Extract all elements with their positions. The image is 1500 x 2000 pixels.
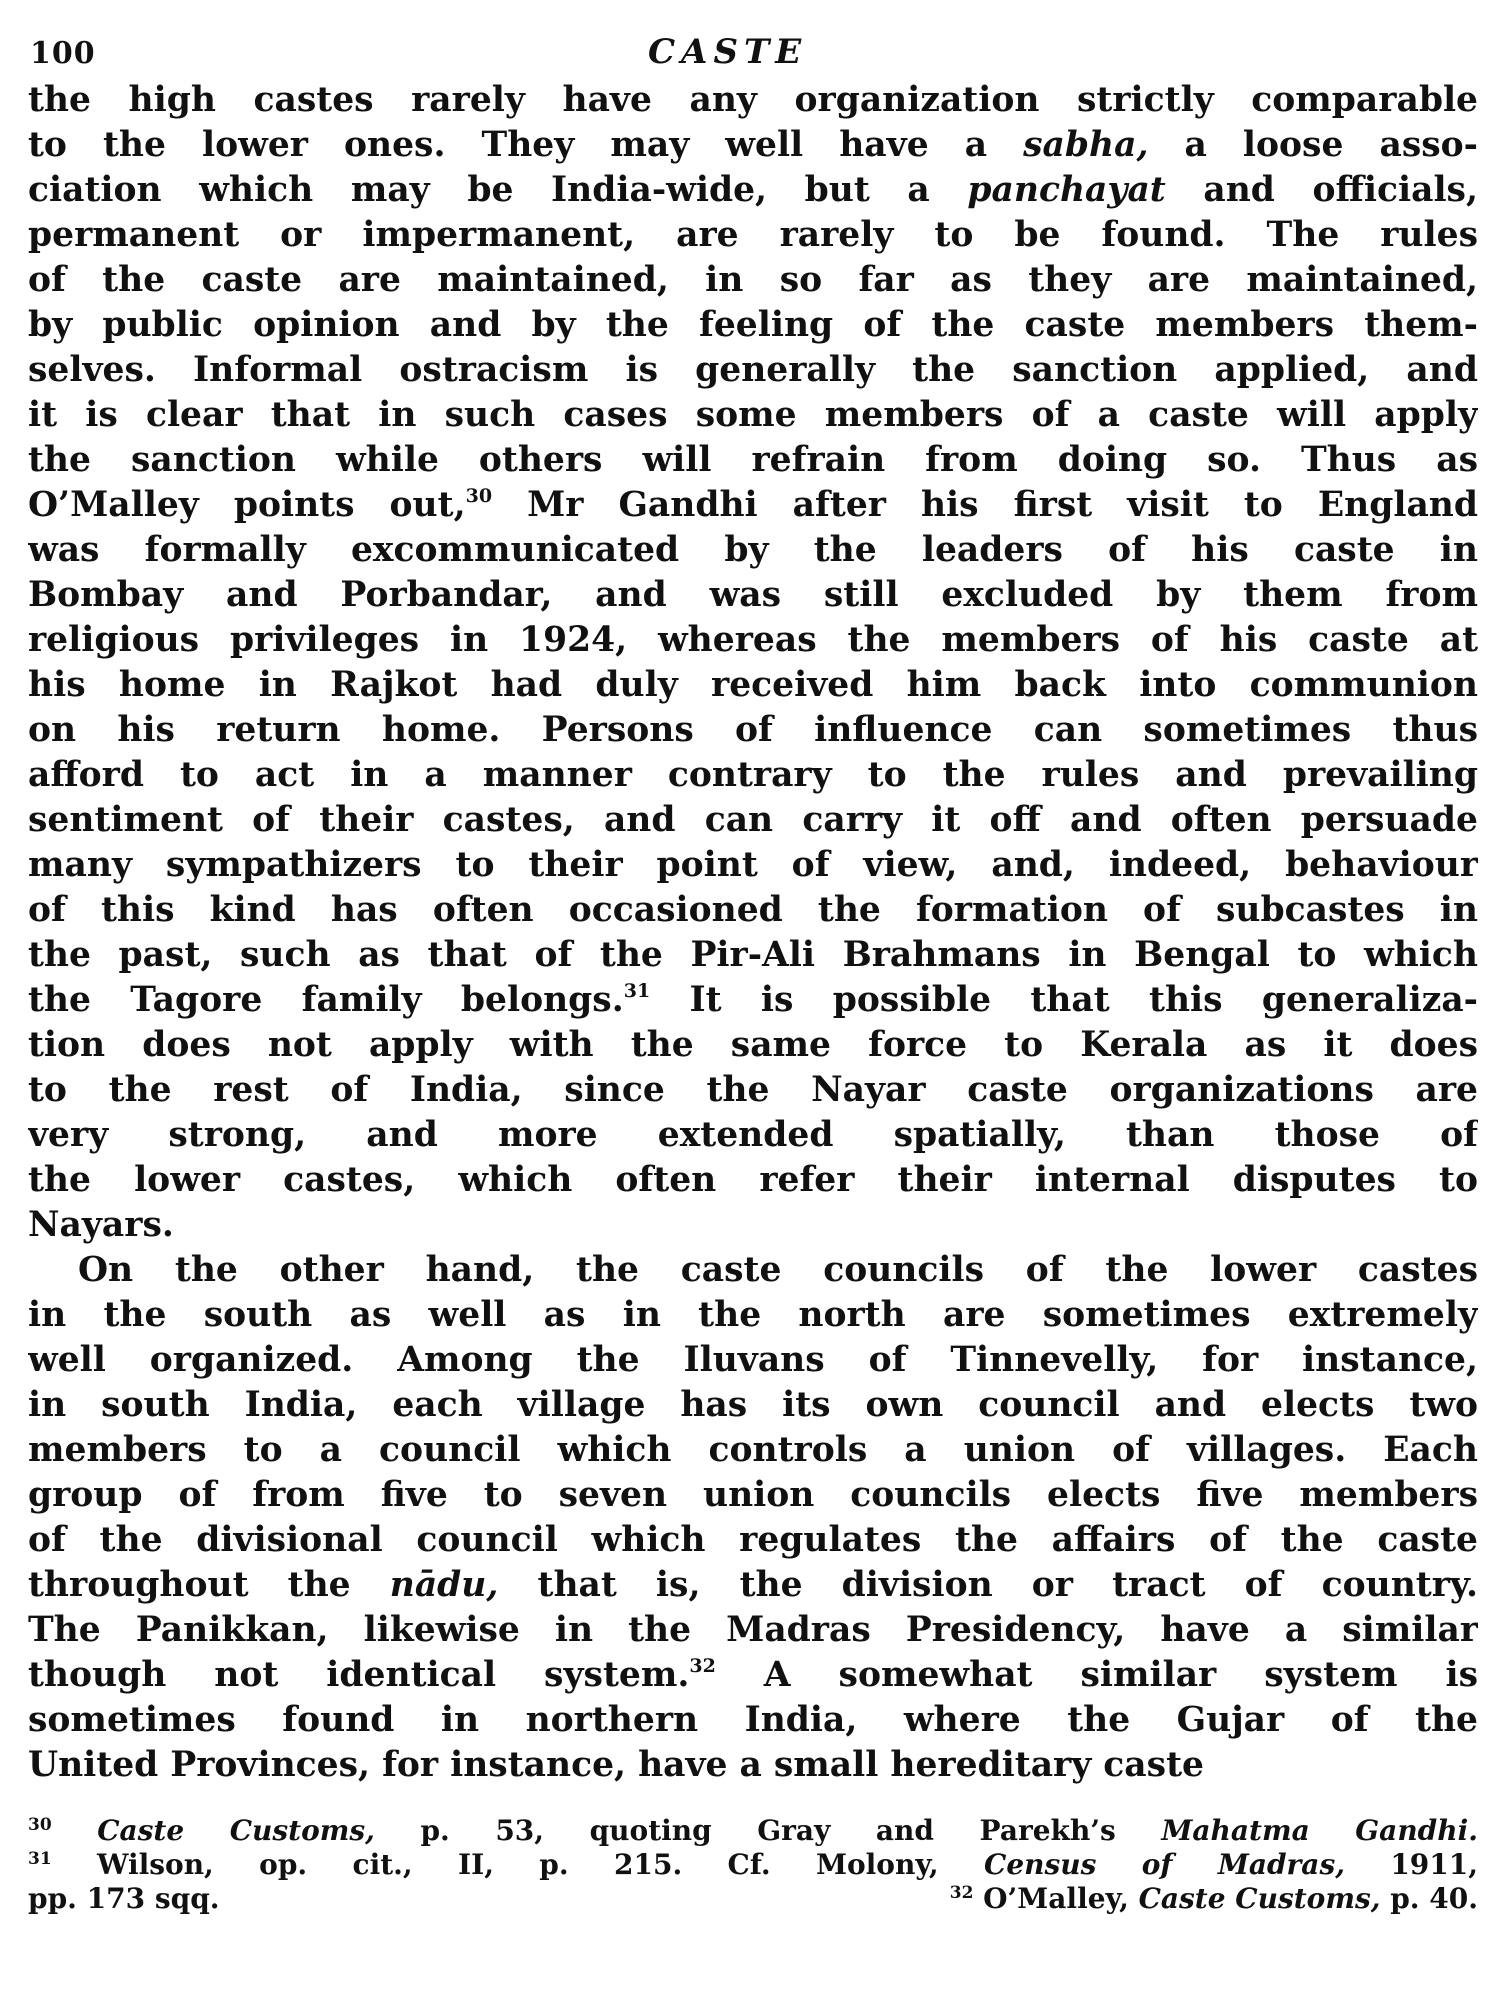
text-segment: members to a council which controls a union of villages. Each — [28, 1430, 1478, 1470]
text-segment: sometimes found in northern India, where the Gujar of the — [28, 1700, 1478, 1740]
text-line — [28, 618, 1478, 663]
italic-term: panchayat — [967, 170, 1166, 210]
text-segment: United Provinces, for instance, have a small hereditary caste — [28, 1745, 1204, 1785]
text-segment: of this kind has often occasioned the formation of subcastes in — [28, 890, 1478, 930]
text-segment: in south India, each village has its own council and elects two — [28, 1385, 1478, 1425]
footnote-32-number: 32 — [949, 1883, 974, 1903]
text-segment: Mr Gandhi after his first visit to England — [492, 485, 1478, 525]
footnote-30-text: p. 53, quoting Gray and Parekh’s — [374, 1814, 1162, 1847]
text-segment: to the rest of India, since the Nayar caste organizations are — [28, 1070, 1478, 1110]
text-segment: the past, such as that of the Pir-Ali Brahmans in Bengal to which — [28, 935, 1478, 975]
text-line — [28, 663, 1478, 708]
text-line — [28, 1563, 1478, 1608]
text-segment: sentiment of their castes, and can carry it off and often persuade — [28, 800, 1478, 840]
footnote-32 — [950, 1882, 1478, 1916]
text-segment: and officials, — [1165, 170, 1478, 210]
footnote-32-book: Caste Customs, — [1138, 1882, 1381, 1915]
text-segment: selves. Informal ostracism is generally the sanction applied, and — [28, 350, 1478, 390]
text-segment: his home in Rajkot had duly received him back into communion — [28, 665, 1478, 705]
text-line — [28, 888, 1478, 933]
text-line — [28, 1158, 1478, 1203]
footnote-30 — [28, 1814, 1478, 1848]
footnote-31-year: 1911, — [1344, 1848, 1478, 1881]
footnote-ref: 32 — [689, 1655, 716, 1677]
text-segment: a loose asso- — [1148, 125, 1478, 165]
footnote-30-title: Caste Customs, — [97, 1814, 375, 1847]
text-line — [28, 1203, 1478, 1248]
text-segment: throughout the — [28, 1565, 390, 1605]
text-segment: The Panikkan, likewise in the Madras Presidency, have a similar — [28, 1610, 1478, 1650]
text-line — [28, 1608, 1478, 1653]
text-segment: many sympathizers to their point of view, and, indeed, behaviour — [28, 845, 1478, 885]
text-line — [28, 1383, 1478, 1428]
text-line — [28, 1023, 1478, 1068]
text-segment: on his return home. Persons of influence can sometimes thus — [28, 710, 1478, 750]
document-page — [28, 28, 1478, 1978]
text-segment: to the lower ones. They may well have a — [28, 125, 1024, 165]
text-line — [28, 78, 1478, 123]
text-line — [28, 573, 1478, 618]
text-line — [28, 348, 1478, 393]
text-line — [28, 1248, 1478, 1293]
text-line — [28, 933, 1478, 978]
running-head: CASTE — [648, 32, 808, 72]
text-line — [28, 1113, 1478, 1158]
text-segment: permanent or impermanent, are rarely to be found. The rules — [28, 215, 1478, 255]
text-line — [28, 528, 1478, 573]
text-segment: that is, the division or tract of country. — [498, 1565, 1478, 1605]
text-line — [28, 708, 1478, 753]
footnote-31 — [28, 1848, 1478, 1882]
text-line — [28, 483, 1478, 528]
text-segment: by public opinion and by the feeling of the caste members them- — [28, 305, 1478, 345]
text-line — [28, 258, 1478, 303]
text-segment: of the caste are maintained, in so far as they are maintained, — [28, 260, 1478, 300]
footnotes — [28, 1814, 1478, 1916]
text-line — [28, 303, 1478, 348]
text-line — [28, 1518, 1478, 1563]
italic-term: sabha, — [1023, 125, 1149, 165]
page-header — [28, 28, 1478, 76]
text-segment: well organized. Among the Iluvans of Tinnevelly, for instance, — [28, 1340, 1478, 1380]
text-segment: the lower castes, which often refer their internal disputes to — [28, 1160, 1478, 1200]
text-line — [28, 1293, 1478, 1338]
text-line — [28, 393, 1478, 438]
text-segment: group of from five to seven union councils elects five members — [28, 1475, 1478, 1515]
text-segment: the Tagore family belongs. — [28, 980, 624, 1020]
body-text — [28, 78, 1478, 1788]
footnote-line-3 — [28, 1882, 1478, 1916]
footnote-32-page: p. 40. — [1380, 1882, 1478, 1915]
text-line — [28, 168, 1478, 213]
footnote-31-text: Wilson, op. cit., II, p. 215. Cf. Molony, — [51, 1848, 985, 1881]
text-segment: the sanction while others will refrain from doing so. Thus as — [28, 440, 1478, 480]
text-segment: Bombay and Porbandar, and was still excluded by them from — [28, 575, 1478, 615]
paragraph-2 — [28, 1248, 1478, 1788]
text-segment: tion does not apply with the same force to Kerala as it does — [28, 1025, 1478, 1065]
text-line — [28, 798, 1478, 843]
text-segment: religious privileges in 1924, whereas the members of his caste at — [28, 620, 1478, 660]
text-line — [28, 438, 1478, 483]
footnote-32-text: O’Malley, — [973, 1882, 1139, 1915]
text-segment: the high castes rarely have any organization strictly comparable — [28, 80, 1478, 120]
text-line — [28, 1068, 1478, 1113]
text-line — [28, 1653, 1478, 1698]
paragraph-1 — [28, 78, 1478, 1248]
footnote-ref: 30 — [465, 485, 493, 507]
text-line — [28, 1338, 1478, 1383]
footnote-30-book: Mahatma Gandhi. — [1161, 1814, 1478, 1847]
text-segment: it is clear that in such cases some members of a caste will apply — [28, 395, 1478, 435]
text-line — [28, 123, 1478, 168]
text-line — [28, 1428, 1478, 1473]
text-segment: of the divisional council which regulates the affairs of the caste — [28, 1520, 1478, 1560]
text-segment: though not identical system. — [28, 1655, 690, 1695]
footnote-ref: 31 — [623, 980, 651, 1002]
footnote-31-number: 31 — [28, 1849, 52, 1869]
text-segment: It is possible that this generaliza- — [650, 980, 1478, 1020]
text-line — [28, 213, 1478, 258]
text-segment: A somewhat similar system is — [715, 1655, 1478, 1695]
text-line — [28, 978, 1478, 1023]
footnote-31-pages: pp. 173 sqq. — [28, 1882, 220, 1915]
page-number: 100 — [30, 36, 96, 71]
text-segment: in the south as well as in the north are sometimes extremely — [28, 1295, 1478, 1335]
footnote-30-number: 30 — [28, 1815, 52, 1835]
text-segment: very strong, and more extended spatially, than those of — [28, 1115, 1478, 1155]
text-segment: afford to act in a manner contrary to the rules and prevailing — [28, 755, 1478, 795]
text-line — [28, 1698, 1478, 1743]
text-segment: O’Malley points out, — [28, 485, 466, 525]
text-segment: Nayars. — [28, 1205, 174, 1245]
footnote-31-book: Census of Madras, — [984, 1848, 1345, 1881]
text-segment: On the other hand, the caste councils of the lower castes — [78, 1250, 1478, 1290]
text-line — [28, 1473, 1478, 1518]
text-line — [28, 753, 1478, 798]
text-segment: ciation which may be India-wide, but a — [28, 170, 968, 210]
text-line — [28, 1743, 1478, 1788]
text-line — [28, 843, 1478, 888]
italic-term: nādu, — [389, 1565, 499, 1605]
text-segment: was formally excommunicated by the leaders of his caste in — [28, 530, 1478, 570]
